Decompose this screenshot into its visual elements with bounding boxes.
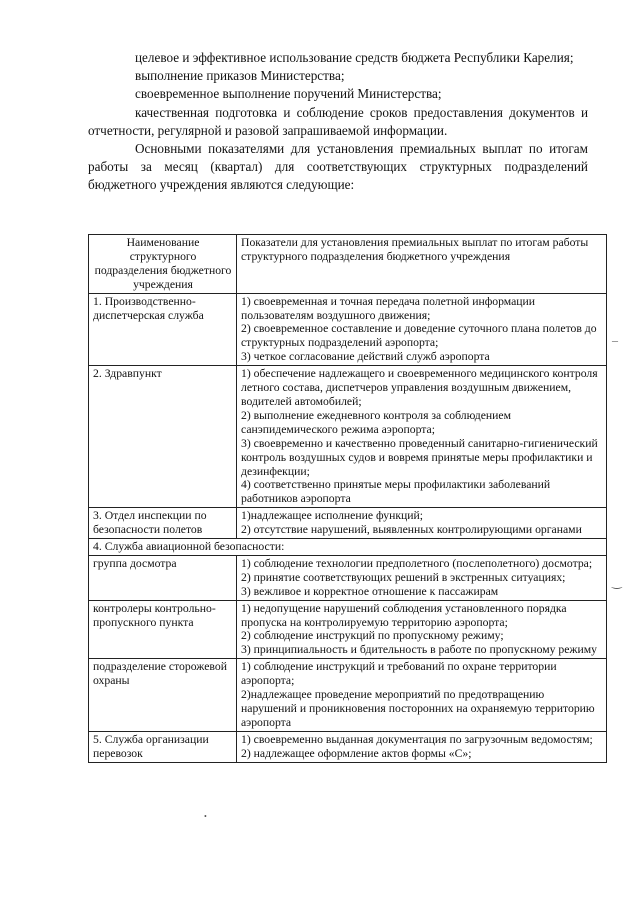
indicators-table	[88, 234, 607, 763]
indicator-item: 1) недопущение нарушений соблюдения установленного порядка пропуска на контролируемую территорию аэропорта;	[241, 601, 567, 629]
indicator-item: 2) соблюдение инструкций по пропускному режиму;	[241, 629, 504, 643]
scan-mark: –	[612, 333, 618, 347]
indicator-item: 1) своевременная и точная передача полетной информации пользователям воздушного движения;	[241, 294, 536, 322]
unit-cell: 3. Отдел инспекции по безопасности полетов	[89, 508, 237, 539]
section-title: 4. Служба авиационной безопасности:	[89, 539, 607, 556]
scan-mark: ‿	[612, 575, 622, 589]
intro-paragraph-1: целевое и эффективное использование средств бюджета Республики Карелия;	[135, 50, 574, 65]
unit-cell: 5. Служба организации перевозок	[89, 731, 237, 762]
indicator-item: 2) отсутствие нарушений, выявленных контролирующими органами	[241, 523, 582, 537]
intro-paragraph-4: качественная подготовка и соблюдение сроков предоставления документов и отчетности, регулярной и разовой запрашиваемой информации.	[88, 104, 588, 138]
indicator-item: 1) соблюдение технологии предполетного (послеполетного) досмотра;	[241, 556, 593, 570]
table-row	[89, 659, 607, 732]
unit-cell: группа досмотра	[89, 555, 237, 600]
unit-cell: контролеры контрольно-пропускного пункта	[89, 600, 237, 659]
indicators-cell	[237, 293, 607, 366]
unit-cell: 2. Здравпункт	[89, 366, 237, 508]
table-header-row	[89, 235, 607, 294]
table-row	[89, 366, 607, 508]
table-row	[89, 731, 607, 762]
indicator-item: 4) соответственно принятые меры профилактики заболеваний работников аэропорта	[241, 478, 551, 506]
indicators-cell	[237, 659, 607, 732]
section-row	[89, 539, 607, 556]
indicator-item: 2) своевременное составление и доведение суточного плана полетов до структурных подразделений аэропорта;	[241, 322, 597, 350]
intro-paragraph-3: своевременное выполнение поручений Министерства;	[135, 86, 442, 102]
intro-paragraph-2: выполнение приказов Министерства;	[135, 68, 345, 84]
indicators-cell	[237, 600, 607, 659]
indicators-cell	[237, 508, 607, 539]
indicator-item: 2)надлежащее проведение мероприятий по предотвращению нарушений и проникновения посторонних на охраняемую территорию аэропорта	[241, 688, 595, 729]
indicators-cell	[237, 366, 607, 508]
scan-mark: •	[204, 812, 207, 821]
indicator-item: 3) вежливое и корректное отношение к пассажирам	[241, 584, 499, 598]
unit-cell: 1. Производственно-диспетчерская служба	[89, 293, 237, 366]
indicator-item: 2) принятие соответствующих решений в экстренных ситуациях;	[241, 570, 566, 584]
indicators-cell	[237, 731, 607, 762]
indicator-item: 1) своевременно выданная документация по загрузочным ведомостям;	[241, 732, 593, 746]
intro-paragraph-5: Основными показателями для установления премиальных выплат по итогам работы за месяц (квартал) для соответствующих структурных подразделений бюджетного учреждения являются следующие:	[88, 141, 588, 193]
table-row	[89, 508, 607, 539]
indicator-item: 2) надлежащее оформление актов формы «С»;	[241, 746, 472, 760]
indicator-item: 2) выполнение ежедневного контроля за соблюдением санэпидемического режима аэропорта;	[241, 408, 511, 436]
header-unit: Наименование структурного подразделения бюджетного учреждения	[89, 235, 237, 294]
indicator-item: 1) соблюдение инструкций и требований по охране территории аэропорта;	[241, 660, 557, 688]
header-indicators: Показатели для установления премиальных выплат по итогам работы структурного подразделения бюджетного учреждения	[237, 235, 607, 294]
indicator-item: 3) четкое согласование действий служб аэропорта	[241, 350, 490, 364]
intro-text	[88, 49, 588, 195]
indicator-item: 3) принципиальность и бдительность в работе по пропускному режиму	[241, 643, 597, 657]
indicators-cell	[237, 555, 607, 600]
unit-cell: подразделение сторожевой охраны	[89, 659, 237, 732]
table-row	[89, 600, 607, 659]
table-row	[89, 293, 607, 366]
indicator-item: 1) обеспечение надлежащего и своевременного медицинского контроля летного состава, диспетчеров управления воздушным движением, водителей автомобилей;	[241, 367, 598, 408]
table-row	[89, 555, 607, 600]
indicator-item: 1)надлежащее исполнение функций;	[241, 509, 424, 523]
indicator-item: 3) своевременно и качественно проведенный санитарно-гигиенический контроль воздушных судов и вовремя принятые меры профилактики и дезинфекции;	[241, 436, 598, 478]
